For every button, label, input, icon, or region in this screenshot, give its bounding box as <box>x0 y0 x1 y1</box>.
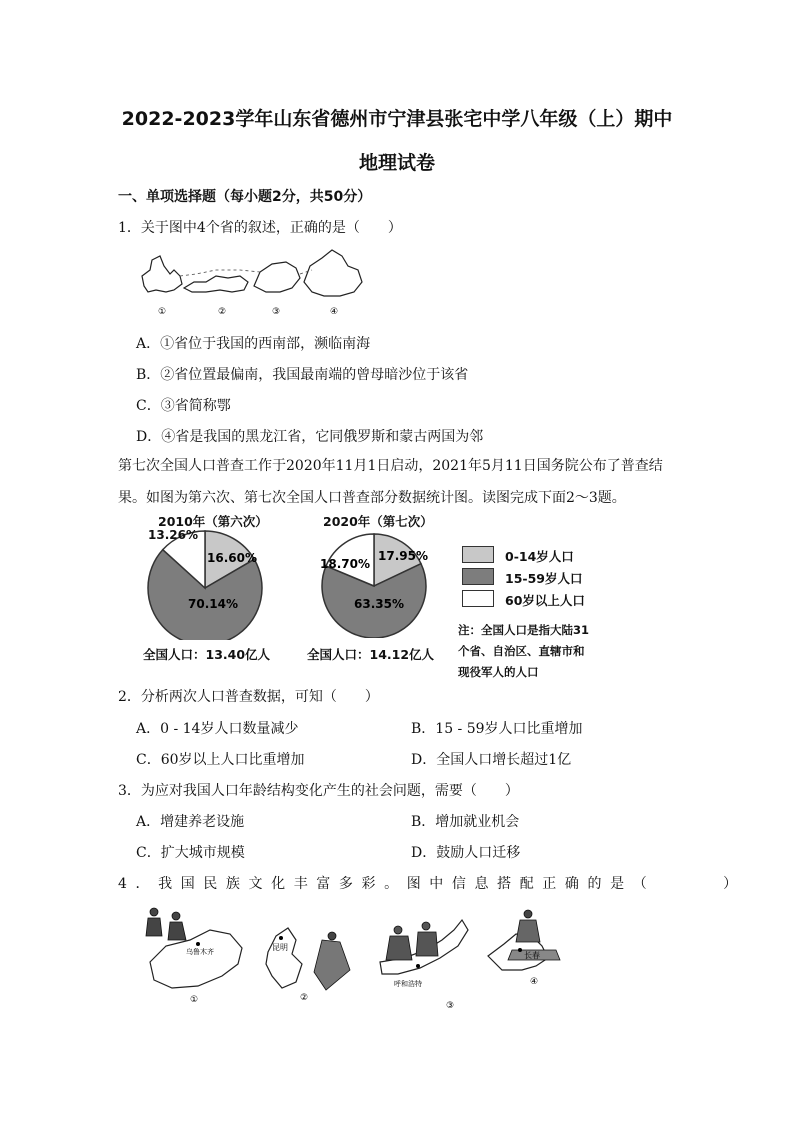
city-label-changchun: 长春 <box>524 951 540 960</box>
intro-paragraph: 第七次全国人口普查工作于2020年11月1日启动，2021年5月11日国务院公布了普查结果。如图为第六次、第七次全国人口普查部分数据统计图。读图完成下面2～3题。 <box>118 458 663 506</box>
map4-label-1: ① <box>190 995 199 1005</box>
legend-swatch-0-14 <box>462 546 494 563</box>
q1-option-b: B．②省位置最偏南，我国最南端的曾母暗沙位于该省 <box>136 367 469 383</box>
q1-stem: 1．关于图中4个省的叙述，正确的是（ ） <box>118 220 402 236</box>
page-title: 2022-2023学年山东省德州市宁津县张宅中学八年级（上）期中 <box>121 108 673 130</box>
map-label-1: ① <box>158 307 167 317</box>
legend-swatch-60plus <box>462 590 494 607</box>
region-map-2 <box>266 928 302 988</box>
q2-stem: 2．分析两次人口普查数据，可知（ ） <box>118 689 379 705</box>
province-map-3 <box>254 262 300 292</box>
chart-note-line-3: 现役军人的人口 <box>458 665 539 679</box>
province-map-2 <box>184 276 248 292</box>
province-map-4 <box>304 250 362 296</box>
pie-chart-2020 <box>312 532 436 638</box>
q1-option-c: C．③省简称鄂 <box>136 398 231 414</box>
section-heading: 一、单项选择题（每小题2分，共50分） <box>118 189 372 205</box>
map-label-3: ③ <box>272 307 281 317</box>
q1-option-d: D．④省是我国的黑龙江省，它同俄罗斯和蒙古两国为邻 <box>136 429 484 445</box>
chart-note <box>458 620 589 683</box>
legend-label-15-59: 15-59岁人口 <box>505 571 583 586</box>
city-label-hohhot: 呼和浩特 <box>394 980 422 988</box>
q3-option-a: A．增建养老设施 <box>136 814 245 830</box>
map4-label-2: ② <box>300 993 309 1003</box>
pie1-label-15-59: 70.14% <box>188 597 238 611</box>
chart1-footer: 全国人口：13.40亿人 <box>143 647 271 662</box>
q3-option-b: B．增加就业机会 <box>411 814 520 830</box>
legend-label-0-14: 0-14岁人口 <box>505 549 574 564</box>
q2-option-d: D．全国人口增长超过1亿 <box>411 752 572 768</box>
chart1-title: 2010年（第六次） <box>158 514 268 529</box>
q4-stem: 4．我国民族文化丰富多彩。图中信息搭配正确的是（ ） <box>118 876 746 892</box>
city-label-urumqi: 乌鲁木齐 <box>186 948 214 956</box>
pie2-label-0-14: 17.95% <box>378 549 428 563</box>
chart-note-line-1: 注：全国人口是指大陆31 <box>458 623 590 637</box>
chart2-title: 2020年（第七次） <box>323 514 433 529</box>
chart-note-line-2: 个省、自治区、直辖市和 <box>458 644 585 658</box>
province-map-1 <box>142 256 182 292</box>
city-label-kunming: 昆明 <box>272 943 288 952</box>
q2-option-b: B．15 - 59岁人口比重增加 <box>411 721 583 737</box>
region-map-1 <box>150 930 242 988</box>
q2-option-c: C．60岁以上人口比重增加 <box>136 752 305 768</box>
legend-swatch-15-59 <box>462 568 494 585</box>
pie2-label-15-59: 63.35% <box>354 597 404 611</box>
chart2-footer: 全国人口：14.12亿人 <box>307 647 435 662</box>
map-label-4: ④ <box>330 307 339 317</box>
pie-chart-2010 <box>140 530 270 640</box>
pie2-label-60plus: 18.70% <box>320 557 370 571</box>
q1-province-maps <box>136 246 386 322</box>
q2-option-a: A．0 - 14岁人口数量减少 <box>136 721 299 737</box>
map4-label-4: ④ <box>530 977 539 987</box>
map4-label-3: ③ <box>446 1001 455 1011</box>
pie1-label-0-14: 16.60% <box>207 551 257 565</box>
legend-label-60plus: 60岁以上人口 <box>505 593 585 608</box>
q3-stem: 3．为应对我国人口年龄结构变化产生的社会问题，需要（ ） <box>118 783 519 799</box>
map-label-2: ② <box>218 307 227 317</box>
page-subtitle: 地理试卷 <box>358 152 435 174</box>
q4-ethnic-culture-maps <box>136 900 568 1012</box>
pie1-label-60plus: 13.26% <box>148 528 198 542</box>
q1-option-a: A．①省位于我国的西南部，濒临南海 <box>136 336 371 352</box>
q3-option-c: C．扩大城市规模 <box>136 845 245 861</box>
q3-option-d: D．鼓励人口迁移 <box>411 845 521 861</box>
